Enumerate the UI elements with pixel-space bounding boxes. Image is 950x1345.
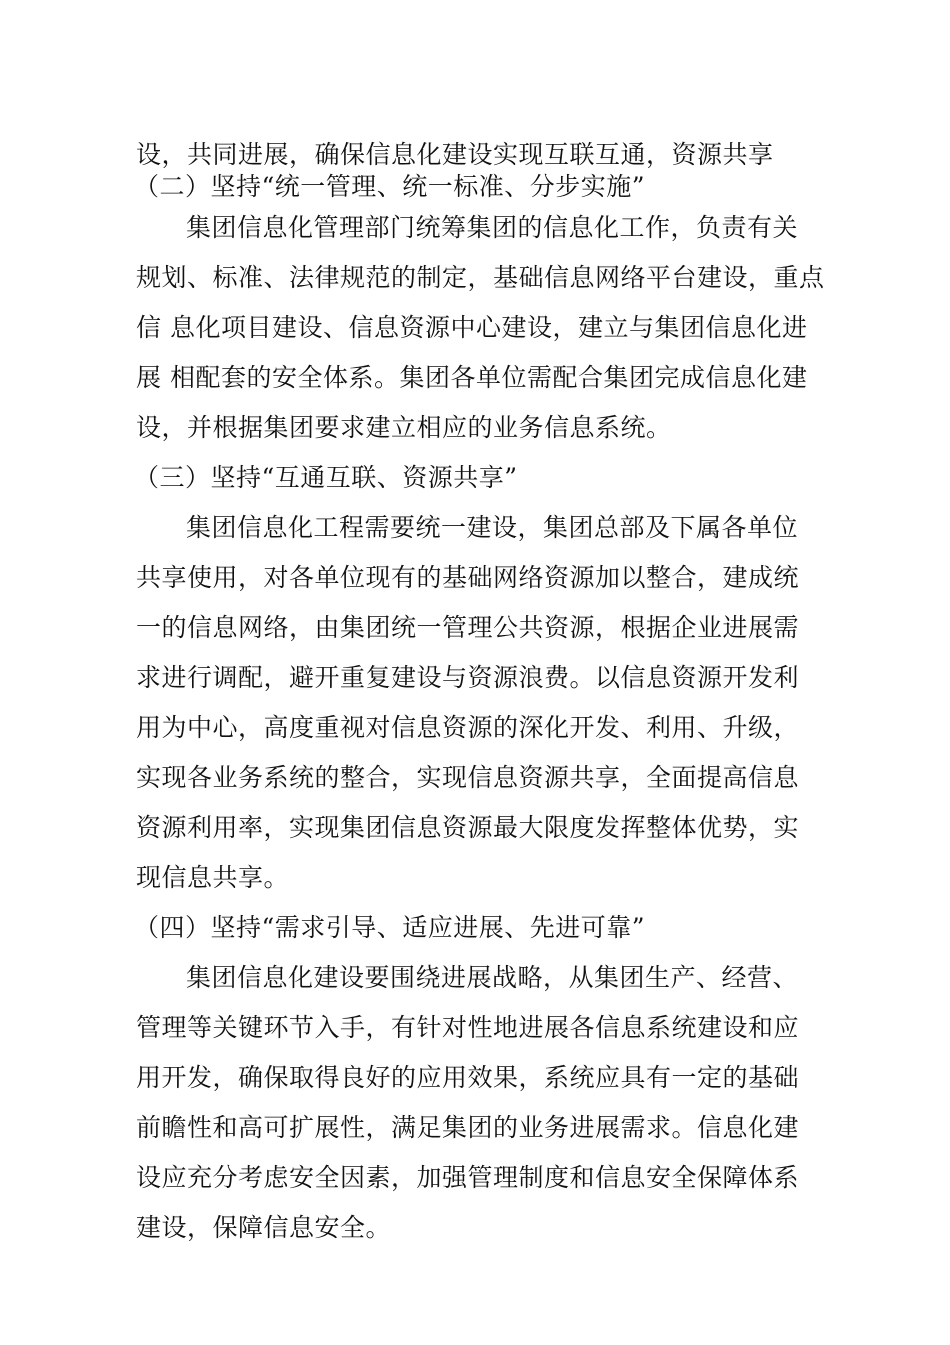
paragraph-line: 一的信息网络，由集团统一管理公共资源，根据企业进展需 xyxy=(136,613,800,642)
paragraph-line: 建设，保障信息安全。 xyxy=(136,1213,392,1242)
paragraph-line: 管理等关键环节入手，有针对性地进展各信息系统建设和应 xyxy=(136,1013,800,1042)
paragraph-line: 集团信息化建设要围绕进展战略，从集团生产、经营、 xyxy=(186,963,799,992)
section-heading-4: （四）坚持“需求引导、适应进展、先进可靠” xyxy=(134,913,646,942)
paragraph-line: 资源利用率，实现集团信息资源最大限度发挥整体优势，实 xyxy=(136,813,800,842)
paragraph-line: 信 息化项目建设、信息资源中心建设，建立与集团信息化进 xyxy=(136,313,808,342)
paragraph-line: 规划、标准、法律规范的制定，基础信息网络平台建设，重点 xyxy=(136,263,825,292)
paragraph-line: 求进行调配，避开重复建设与资源浪费。以信息资源开发利 xyxy=(136,663,800,692)
paragraph-line: 展 相配套的安全体系。集团各单位需配合集团完成信息化建 xyxy=(136,363,808,392)
paragraph-line: 集团信息化管理部门统筹集团的信息化工作，负责有关 xyxy=(186,213,799,242)
paragraph-line: 前瞻性和高可扩展性，满足集团的业务进展需求。信息化建 xyxy=(136,1113,800,1142)
paragraph-line: 现信息共享。 xyxy=(136,863,290,892)
paragraph-line: 实现各业务系统的整合，实现信息资源共享，全面提高信息 xyxy=(136,763,800,792)
paragraph-line: 设，共同进展，确保信息化建设实现互联互通，资源共享 xyxy=(136,140,774,169)
paragraph-line: 设，并根据集团要求建立相应的业务信息系统。 xyxy=(136,413,672,442)
paragraph-line: 集团信息化工程需要统一建设，集团总部及下属各单位 xyxy=(186,513,799,542)
paragraph-line: 用开发，确保取得良好的应用效果，系统应具有一定的基础 xyxy=(136,1063,800,1092)
section-heading-3: （三）坚持“互通互联、资源共享” xyxy=(134,463,518,492)
paragraph-line: 用为中心，高度重视对信息资源的深化开发、利用、升级， xyxy=(136,713,800,742)
section-heading-2: （二）坚持“统一管理、统一标准、分步实施” xyxy=(134,172,646,201)
paragraph-line: 设应充分考虑安全因素，加强管理制度和信息安全保障体系 xyxy=(136,1163,800,1192)
paragraph-line: 共享使用，对各单位现有的基础网络资源加以整合，建成统 xyxy=(136,563,800,592)
